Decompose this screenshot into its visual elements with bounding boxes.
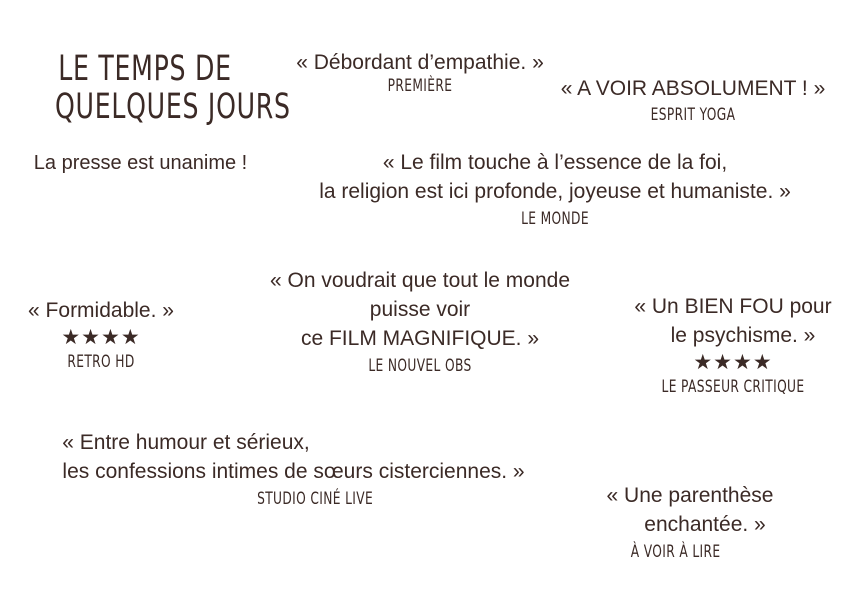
review-premiere xyxy=(270,48,570,97)
review-retro-hd xyxy=(10,296,192,373)
review-quote-line: « Le film touche à l’essence de la foi, xyxy=(382,151,728,174)
review-studio-cine-live xyxy=(30,428,557,510)
review-quote-line: « Entre humour et sérieux, xyxy=(62,431,310,454)
review-source: PREMIÈRE xyxy=(387,76,453,96)
review-quote-line: puisse voir xyxy=(369,298,471,321)
review-source: LE MONDE xyxy=(521,209,589,229)
review-quote-line: les confessions intimes de sœurs cisterciennes. » xyxy=(62,460,525,483)
review-quote-line: « Débordant d’empathie. » xyxy=(296,51,544,74)
press-tagline: La presse est unanime ! xyxy=(33,152,248,174)
review-source: ESPRIT YOGA xyxy=(650,105,736,125)
review-quote-line: « A VOIR ABSOLUMENT ! » xyxy=(560,77,826,100)
review-source: RETRO HD xyxy=(67,352,135,372)
review-quote-line: « Formidable. » xyxy=(28,299,174,322)
review-quote-line: ce FILM MAGNIFIQUE. » xyxy=(300,327,540,350)
film-title-line-1: LE TEMPS DE xyxy=(58,49,232,89)
review-le-nouvel-obs xyxy=(240,266,600,377)
film-title-line-2: QUELQUES JOURS xyxy=(55,87,291,127)
film-title xyxy=(20,49,291,127)
review-source: LE PASSEUR CRITIQUE xyxy=(661,377,805,397)
review-quote-line: « On voudrait que tout le monde xyxy=(269,269,571,292)
review-quote-line: « Une parenthèse xyxy=(606,484,774,507)
review-esprit-yoga xyxy=(540,74,846,126)
review-source: À VOIR À LIRE xyxy=(630,542,721,562)
review-le-passeur-critique xyxy=(615,292,851,398)
review-a-voir-a-lire xyxy=(590,481,790,563)
review-quote-line: enchantée. » xyxy=(644,513,766,536)
review-quote-line: la religion est ici profonde, joyeuse et humaniste. » xyxy=(319,180,791,203)
review-quote-line: le psychisme. » xyxy=(670,324,816,347)
rating-stars: ★★★★ xyxy=(61,325,141,349)
review-le-monde xyxy=(270,148,840,230)
review-source: LE NOUVEL OBS xyxy=(368,356,472,376)
review-quote-line: « Un BIEN FOU pour xyxy=(634,295,832,318)
rating-stars: ★★★★ xyxy=(693,350,773,374)
review-source: STUDIO CINÉ LIVE xyxy=(257,489,374,509)
